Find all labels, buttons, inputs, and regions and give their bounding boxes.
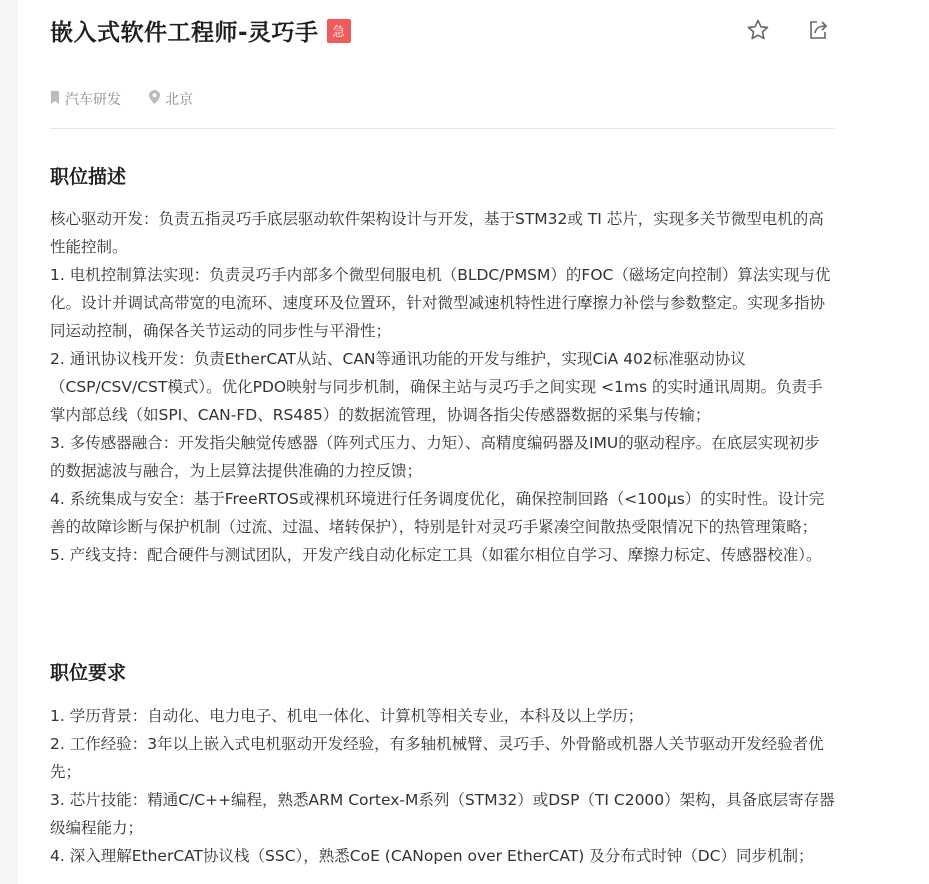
bookmark-icon [50, 91, 60, 108]
requirement-paragraph: 3. 芯片技能：精通C/C++编程，熟悉ARM Cortex-M系列（STM32）或DSP（TI C2000）架构，具备底层寄存器级编程能力； [50, 791, 835, 837]
title-row [50, 14, 351, 47]
location-tag [149, 89, 193, 109]
description-heading: 职位描述 [50, 166, 127, 188]
requirement-paragraph: 2. 工作经验：3年以上嵌入式电机驱动开发经验，有多轴机械臂、灵巧手、外骨骼或机器人关节驱动开发经验者优先； [50, 735, 824, 781]
job-title: 嵌入式软件工程师-灵巧手 [50, 20, 319, 46]
description-paragraph: 5. 产线支持：配合硬件与测试团队，开发产线自动化标定工具（如霍尔相位自学习、摩擦力标定、传感器校准）。 [50, 546, 822, 564]
favorite-star-icon[interactable] [746, 18, 770, 42]
description-paragraph: 1. 电机控制算法实现：负责灵巧手内部多个微型伺服电机（BLDC/PMSM）的FOC（磁场定向控制）算法实现与优化。设计并调试高带宽的电流环、速度环及位置环，针对微型减速机特性进行摩擦力补偿与参数整定。实现多指协同运动控制，确保各关节运动的同步性与平滑性； [50, 266, 831, 340]
share-icon[interactable] [806, 18, 830, 42]
category-tag [50, 89, 121, 109]
description-paragraph: 核心驱动开发：负责五指灵巧手底层驱动软件架构设计与开发，基于STM32或 TI 芯片，实现多关节微型电机的高性能控制。 [50, 210, 824, 256]
requirements-heading: 职位要求 [50, 662, 127, 684]
urgent-badge: 急 [327, 19, 351, 43]
divider [50, 128, 835, 129]
description-paragraph: 4. 系统集成与安全：基于FreeRTOS或裸机环境进行任务调度优化，确保控制回路（<100μs）的实时性。设计完善的故障诊断与保护机制（过流、过温、堵转保护），特别是针对灵巧手紧凑空间散热受限情况下的热管理策略； [50, 490, 825, 536]
requirements-body [50, 702, 835, 870]
category-label: 汽车研发 [65, 92, 121, 108]
job-detail-card [18, 0, 929, 884]
requirement-paragraph: 1. 学历背景：自动化、电力电子、机电一体化、计算机等相关专业，本科及以上学历； [50, 707, 644, 725]
location-pin-icon [149, 90, 160, 108]
description-body [50, 205, 835, 569]
description-paragraph: 3. 多传感器融合：开发指尖触觉传感器（阵列式压力、力矩）、高精度编码器及IMU的驱动程序。在底层实现初步的数据滤波与融合，为上层算法提供准确的力控反馈； [50, 434, 820, 480]
requirement-paragraph: 4. 深入理解EtherCAT协议栈（SSC），熟悉CoE (CANopen over EtherCAT) 及分布式时钟（DC）同步机制； [50, 847, 814, 865]
description-paragraph: 2. 通讯协议栈开发：负责EtherCAT从站、CAN等通讯功能的开发与维护，实现CiA 402标准驱动协议（CSP/CSV/CST模式）。优化PDO映射与同步机制，确保主站与灵巧手之间实现 <1ms 的实时通讯周期。负责手掌内部总线（如SPI、CAN-FD、RS485）的数据流管理，协调各指尖传感器数据的采集与传输； [50, 350, 823, 424]
location-label: 北京 [165, 92, 193, 108]
